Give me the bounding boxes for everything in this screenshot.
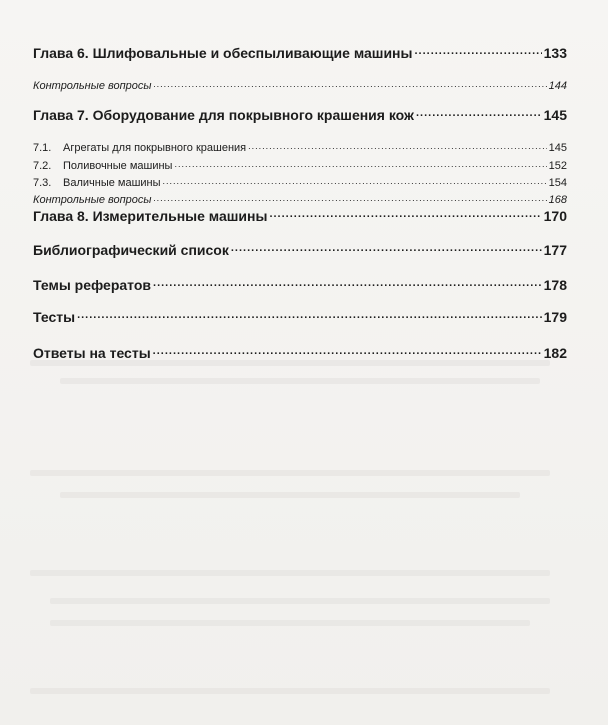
toc-entry-page: 144: [548, 80, 567, 92]
toc-entry-number: 7.1.: [33, 142, 52, 154]
leader-dots: [153, 344, 542, 358]
toc-entry-number: 7.2.: [33, 160, 52, 172]
toc-entry-title: Глава 8. Измерительные машины: [33, 208, 268, 224]
toc-entry-title: Валичные машины: [63, 177, 161, 189]
show-through-mark: [50, 598, 550, 604]
toc-entry-number: 7.3.: [33, 177, 52, 189]
toc-entry-title: Контрольные вопросы: [33, 80, 152, 92]
leader-dots: [153, 276, 542, 290]
toc-entry-bibliography: [33, 241, 567, 258]
toc-entry-page: 154: [548, 177, 567, 189]
toc-entry-section-7-1: [33, 140, 567, 154]
toc-entry-title: Контрольные вопросы: [33, 194, 152, 206]
toc-entry-title: Поливочные машины: [63, 160, 173, 172]
leader-dots: [163, 175, 547, 186]
toc-entry-chapter-8: [33, 207, 567, 224]
toc-entry-questions-6: [33, 78, 567, 92]
toc-entry-page: 170: [543, 208, 567, 224]
toc-entry-section-7-2: [33, 158, 567, 172]
toc-entry-page: 152: [548, 160, 567, 172]
show-through-mark: [60, 378, 540, 384]
toc-entry-page: 133: [543, 45, 567, 61]
toc-entry-chapter-7: [33, 106, 567, 123]
leader-dots: [154, 78, 547, 89]
show-through-mark: [50, 620, 530, 626]
toc-entry-test-answers: [33, 344, 567, 361]
leader-dots: [77, 308, 542, 322]
toc-entry-page: 145: [548, 142, 567, 154]
toc-entry-page: 177: [543, 242, 567, 258]
leader-dots: [154, 192, 547, 203]
show-through-mark: [30, 470, 550, 476]
leader-dots: [248, 140, 547, 151]
toc-entry-title: Агрегаты для покрывного крашения: [63, 142, 247, 154]
toc-entry-title: Темы рефератов: [33, 277, 152, 293]
leader-dots: [269, 207, 541, 221]
toc-entry-page: 145: [543, 107, 567, 123]
toc-entry-page: 168: [548, 194, 567, 206]
toc-entry-chapter-6: [33, 44, 567, 61]
toc-entry-page: 182: [543, 345, 567, 361]
toc-entry-questions-7: [33, 192, 567, 206]
leader-dots: [231, 241, 542, 255]
toc-entry-page: 178: [543, 277, 567, 293]
leader-dots: [414, 44, 541, 58]
toc-entry-title: Глава 6. Шлифовальные и обеспыливающие машины: [33, 45, 413, 61]
toc-entry-title: Тесты: [33, 309, 76, 325]
leader-dots: [416, 106, 542, 120]
toc-entry-essay-topics: [33, 276, 567, 293]
leader-dots: [174, 158, 546, 169]
show-through-mark: [60, 492, 520, 498]
toc-entry-tests: [33, 308, 567, 325]
toc-entry-title: Глава 7. Оборудование для покрывного крашения кож: [33, 107, 414, 123]
toc-entry-page: 179: [543, 309, 567, 325]
show-through-mark: [30, 570, 550, 576]
toc-entry-section-7-3: [33, 175, 567, 189]
toc-entry-title: Библиографический список: [33, 242, 229, 258]
show-through-mark: [30, 688, 550, 694]
toc-entry-title: Ответы на тесты: [33, 345, 151, 361]
